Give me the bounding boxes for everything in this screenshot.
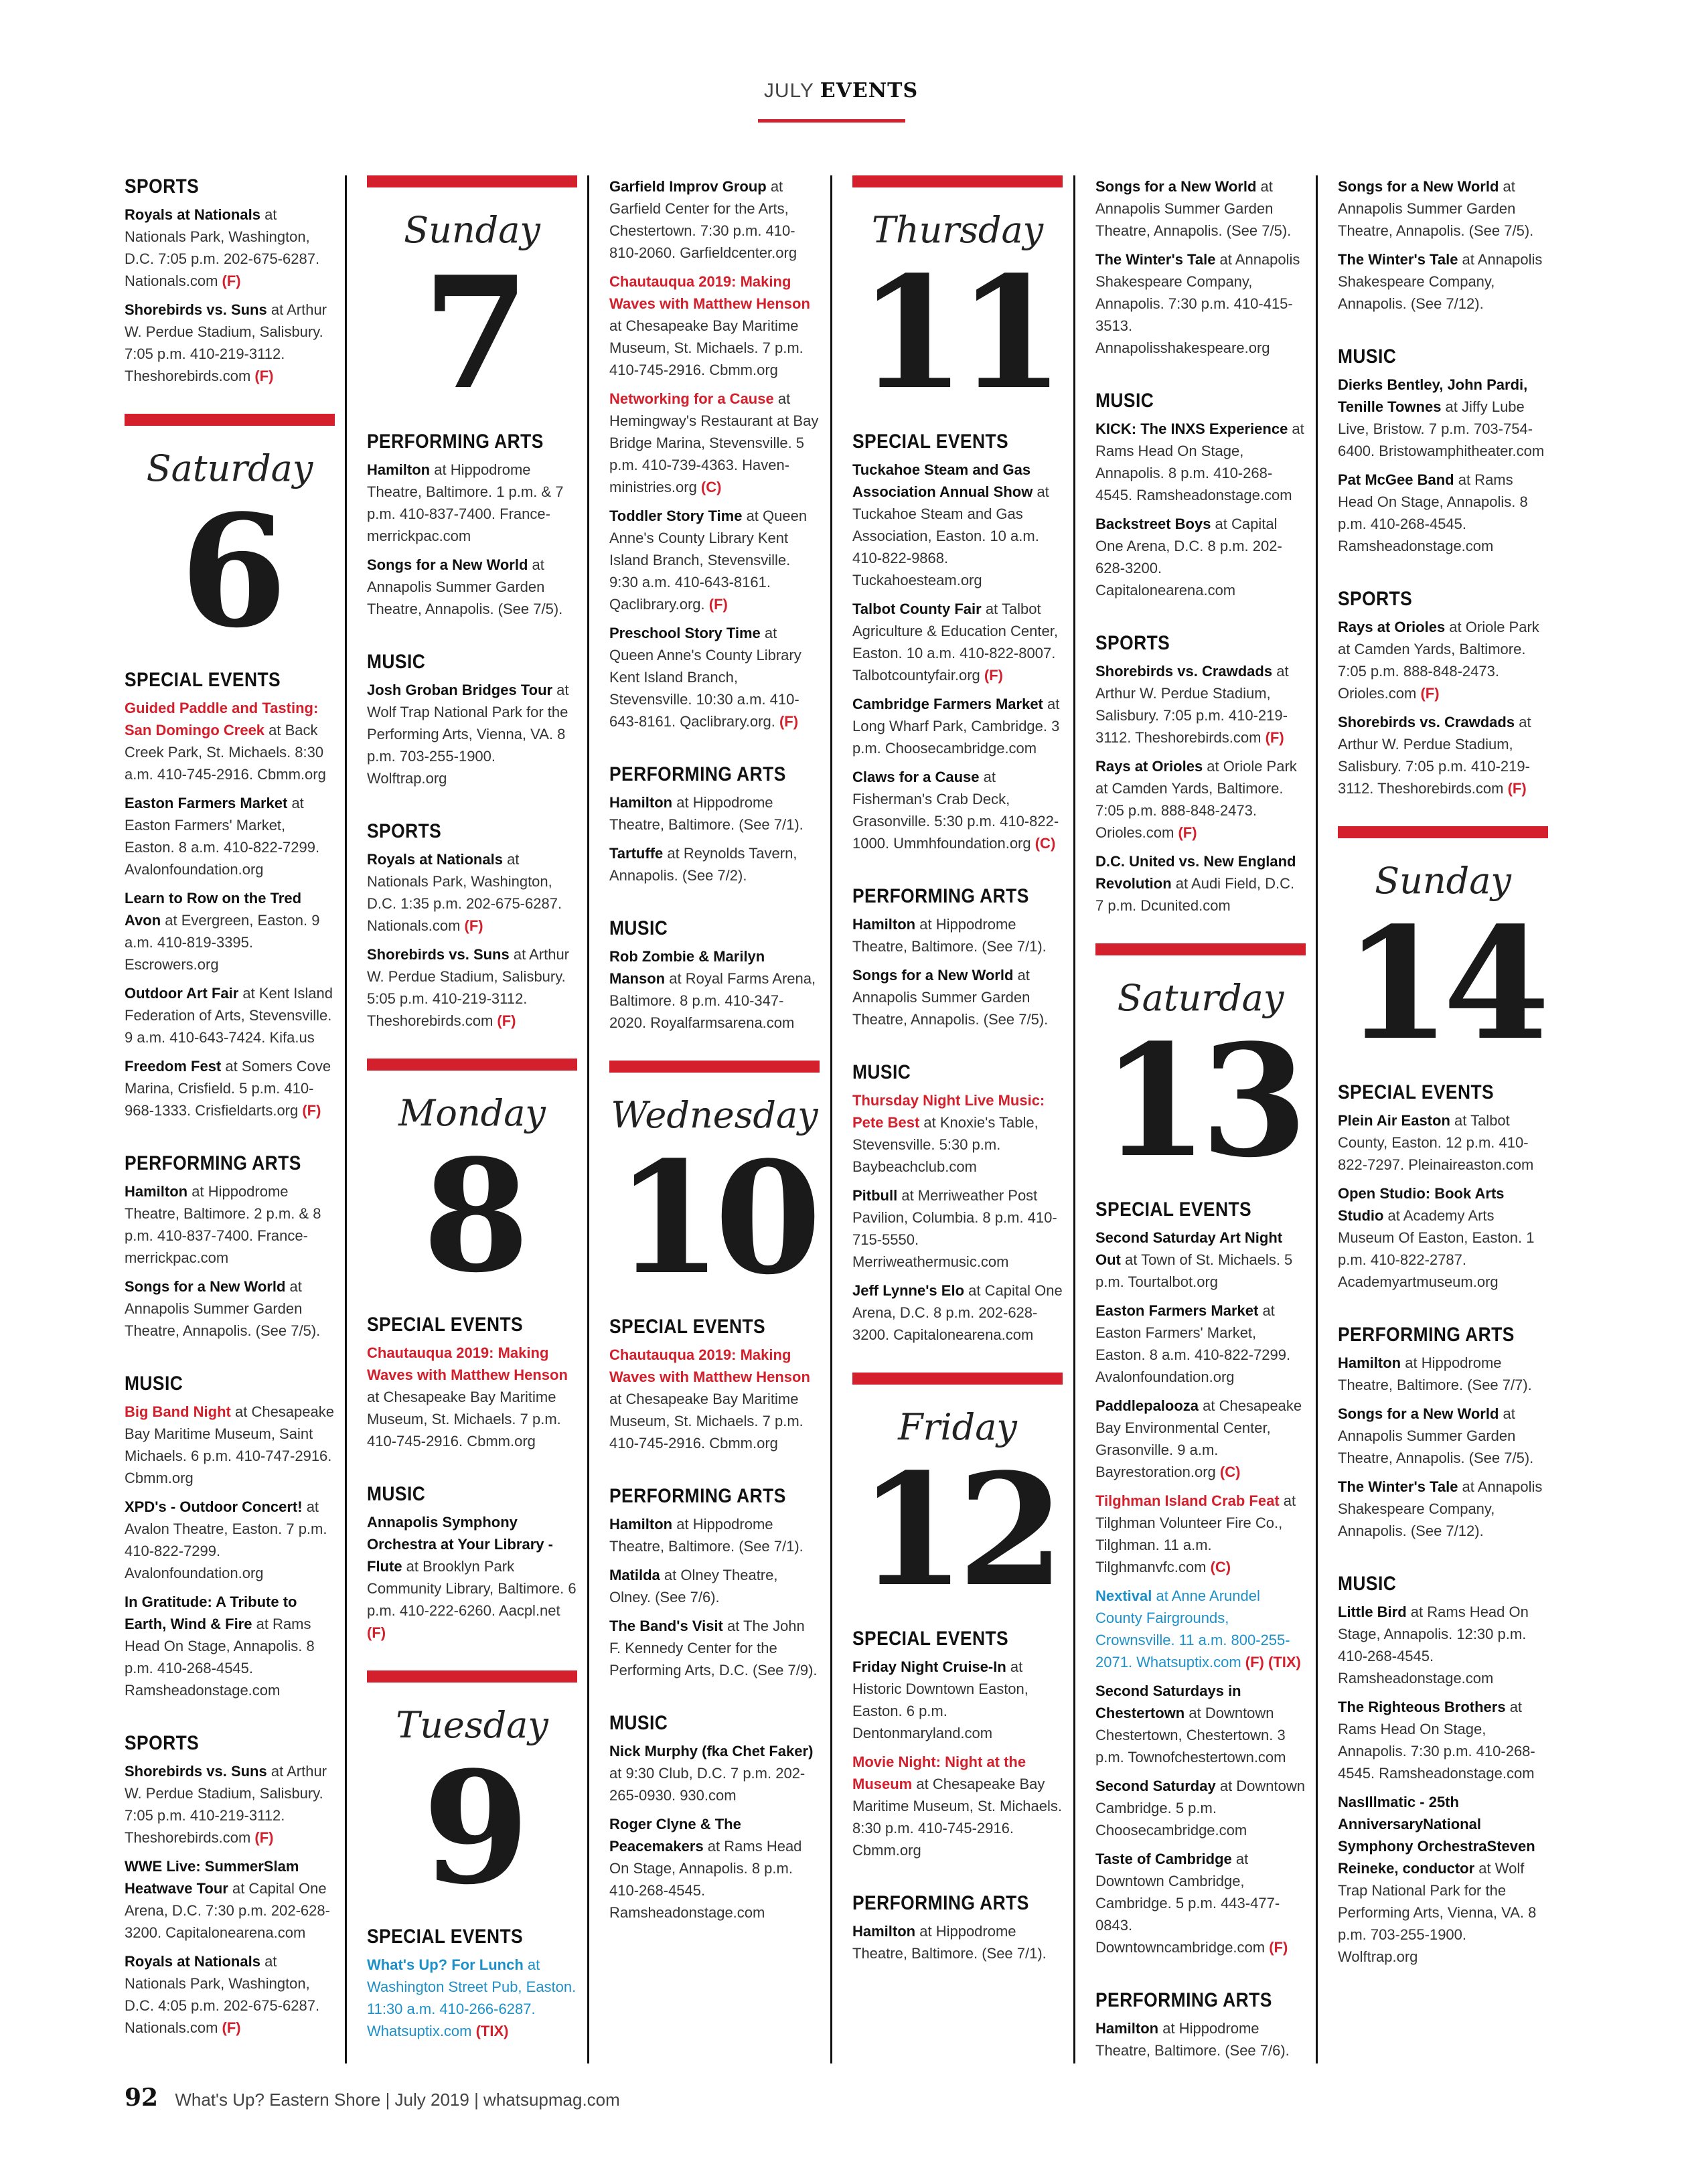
day-rule (1338, 826, 1548, 838)
column-divider (1316, 175, 1318, 2063)
event-item: The Winter's Tale at Annapolis Shakespeare Company, Annapolis. (See 7/12). (1338, 251, 1543, 312)
day-number: 8 (422, 1126, 522, 1307)
day-rule (367, 175, 577, 187)
day-name: Friday (898, 1406, 1017, 1448)
event-item: Freedom Fest at Somers Cove Marina, Crisfield. 5 p.m. 410-968-1333. Crisfieldarts.org (F) (125, 1058, 331, 1119)
event-item: Songs for a New World at Annapolis Summer Garden Theatre, Annapolis. (See 7/5). (1338, 1405, 1534, 1466)
day-name: Sunday (404, 209, 540, 251)
category-heading: PERFORMING ARTS (367, 431, 544, 453)
event-item: XPD's - Outdoor Concert! at Avalon Theatre, Easton. 7 p.m. 410-822-7299. Avalonfoundation.org (125, 1498, 327, 1581)
event-item: Josh Groban Bridges Tour at Wolf Trap National Park for the Performing Arts, Vienna, VA. 8 p.m. 703-255-1900. Wolftrap.org (367, 682, 569, 787)
day-number: 14 (1343, 894, 1543, 1075)
category-heading: SPORTS (1338, 588, 1413, 610)
day-name: Wednesday (611, 1094, 818, 1136)
event-item: Jeff Lynne's Elo at Capital One Arena, D.C. 8 p.m. 202-628-3200. Capitalonearena.com (852, 1282, 1063, 1343)
event-item: Hamilton at Hippodrome Theatre, Baltimore. 1 p.m. & 7 p.m. 410-837-7400. France-merrickpac.com (367, 461, 564, 544)
event-item: Hamilton at Hippodrome Theatre, Baltimore. (See 7/1). (852, 916, 1047, 955)
event-item: Songs for a New World at Annapolis Summer Garden Theatre, Annapolis. (See 7/5). (1338, 178, 1534, 239)
event-item: Preschool Story Time at Queen Anne's County Library Kent Island Branch, Stevensville. 10:30 a.m. 410-643-8161. Qaclibrary.org. (F) (609, 625, 801, 730)
category-heading: SPECIAL EVENTS (609, 1316, 766, 1338)
event-item: Hamilton at Hippodrome Theatre, Baltimore. (See 7/1). (609, 1516, 804, 1555)
day-name: Saturday (1117, 977, 1284, 1019)
event-item: Tartuffe at Reynolds Tavern, Annapolis. (See 7/2). (609, 845, 797, 884)
event-item: Rays at Orioles at Oriole Park at Camden Yards, Baltimore. 7:05 p.m. 888-848-2473. Orioles.com (F) (1338, 619, 1539, 702)
day-name: Tuesday (396, 1704, 548, 1746)
event-item: Tuckahoe Steam and Gas Association Annual Show at Tuckahoe Steam and Gas Association, Easton. 10 a.m. 410-822-9868. Tuckahoesteam.org (852, 461, 1049, 589)
event-item: Claws for a Cause at Fisherman's Crab Deck, Grasonville. 5:30 p.m. 410-822-1000. Ummhfoundation.org (C) (852, 769, 1059, 852)
event-item: Annapolis Symphony Orchestra at Your Library - Flute at Brooklyn Park Community Library, Baltimore. 6 p.m. 410-222-6260. Aacpl.net (F) (367, 1514, 577, 1641)
day-block-10 (609, 1061, 820, 1309)
day-block-9 (367, 1670, 577, 1919)
day-block-8 (367, 1059, 577, 1307)
event-item: Taste of Cambridge at Downtown Cambridge, Cambridge. 5 p.m. 443-477-0843. Downtowncambridge.com (F) (1095, 1851, 1288, 1956)
event-item: KICK: The INXS Experience at Rams Head On Stage, Annapolis. 8 p.m. 410-268-4545. Ramsheadonstage.com (1095, 420, 1304, 503)
event-item: Shorebirds vs. Crawdads at Arthur W. Perdue Stadium, Salisbury. 7:05 p.m. 410-219-3112. Theshorebirds.com (F) (1095, 663, 1289, 746)
event-item: Chautauqua 2019: Making Waves with Matthew Henson at Chesapeake Bay Maritime Museum, St. Michaels. 7 p.m. 410-745-2916. Cbmm.org (609, 1346, 810, 1452)
day-name: Sunday (1375, 860, 1511, 902)
event-item: Royals at Nationals at Nationals Park, Washington, D.C. 7:05 p.m. 202-675-6287. Nationals.com (F) (125, 206, 320, 289)
day-number: 6 (179, 481, 280, 662)
event-item: Plein Air Easton at Talbot County, Easton. 12 p.m. 410-822-7297. Pleinaireaston.com (1338, 1112, 1534, 1173)
category-heading: MUSIC (125, 1373, 183, 1395)
category-heading: PERFORMING ARTS (852, 1892, 1029, 1914)
event-item: Easton Farmers Market at Easton Farmers' Market, Easton. 8 a.m. 410-822-7299. Avalonfoundation.org (1095, 1302, 1291, 1385)
day-rule (609, 1061, 820, 1073)
day-name: Thursday (871, 209, 1044, 251)
category-heading: SPECIAL EVENTS (367, 1314, 524, 1336)
column-6 (1338, 175, 1548, 1974)
event-item: Roger Clyne & The Peacemakers at Rams Head On Stage, Annapolis. 8 p.m. 410-268-4545. Ramsheadonstage.com (609, 1816, 802, 1921)
category-heading: SPECIAL EVENTS (1338, 1081, 1495, 1103)
event-item: Movie Night: Night at the Museum at Chesapeake Bay Maritime Museum, St. Michaels. 8:30 p.m. 410-745-2916. Cbmm.org (852, 1753, 1062, 1859)
event-item: In Gratitude: A Tribute to Earth, Wind & Fire at Rams Head On Stage, Annapolis. 8 p.m. 410-268-4545. Ramsheadonstage.com (125, 1593, 315, 1699)
event-item: Shorebirds vs. Suns at Arthur W. Perdue Stadium, Salisbury. 7:05 p.m. 410-219-3112. Theshorebirds.com (F) (125, 301, 327, 384)
event-item: Tilghman Island Crab Feat at Tilghman Volunteer Fire Co., Tilghman. 11 a.m. Tilghmanvfc.com (C) (1095, 1492, 1296, 1575)
category-heading: MUSIC (1338, 345, 1397, 368)
event-item: The Righteous Brothers at Rams Head On Stage, Annapolis. 7:30 p.m. 410-268-4545. Ramsheadonstage.com (1338, 1699, 1535, 1782)
category-heading: PERFORMING ARTS (852, 885, 1029, 907)
day-block-12 (852, 1373, 1063, 1621)
category-heading: MUSIC (367, 1483, 426, 1505)
event-item: Backstreet Boys at Capital One Arena, D.C. 8 p.m. 202-628-3200. Capitalonearena.com (1095, 516, 1282, 599)
day-rule (125, 414, 335, 426)
category-heading: SPECIAL EVENTS (125, 669, 281, 691)
category-heading: PERFORMING ARTS (1095, 1989, 1272, 2011)
event-item: Royals at Nationals at Nationals Park, Washington, D.C. 1:35 p.m. 202-675-6287. Nationals.com (F) (367, 851, 562, 934)
event-item: Matilda at Olney Theatre, Olney. (See 7/6). (609, 1567, 778, 1606)
day-number: 9 (422, 1738, 522, 1919)
event-item: Guided Paddle and Tasting: San Domingo Creek at Back Creek Park, St. Michaels. 8:30 a.m. 410-745-2916. Cbmm.org (125, 700, 326, 783)
column-3 (609, 175, 820, 1930)
day-block-13 (1095, 943, 1306, 1192)
event-item: Royals at Nationals at Nationals Park, Washington, D.C. 4:05 p.m. 202-675-6287. Nationals.com (F) (125, 1953, 320, 2036)
header-month: JULY (763, 80, 814, 102)
event-item: The Winter's Tale at Annapolis Shakespeare Company, Annapolis. 7:30 p.m. 410-415-3513. Annapolisshakespeare.org (1095, 251, 1300, 356)
day-block-11 (852, 175, 1063, 424)
event-item: Networking for a Cause at Hemingway's Restaurant at Bay Bridge Marina, Stevensville. 5 p.m. 410-739-4363. Haven-ministries.org (C) (609, 390, 819, 495)
day-block-7 (367, 175, 577, 424)
category-heading: SPORTS (1095, 632, 1170, 654)
event-item: Shorebirds vs. Suns at Arthur W. Perdue Stadium, Salisbury. 5:05 p.m. 410-219-3112. Theshorebirds.com (F) (367, 946, 570, 1029)
event-item: Songs for a New World at Annapolis Summer Garden Theatre, Annapolis. (See 7/5). (125, 1278, 321, 1339)
event-item: Rays at Orioles at Oriole Park at Camden Yards, Baltimore. 7:05 p.m. 888-848-2473. Orioles.com (F) (1095, 758, 1297, 841)
header-rule (758, 119, 905, 123)
day-number: 7 (422, 243, 522, 424)
column-divider (1073, 175, 1075, 2063)
event-item: Chautauqua 2019: Making Waves with Matthew Henson at Chesapeake Bay Maritime Museum, St. Michaels. 7 p.m. 410-745-2916. Cbmm.org (367, 1344, 568, 1450)
event-item: Songs for a New World at Annapolis Summer Garden Theatre, Annapolis. (See 7/5). (367, 556, 563, 617)
day-number: 13 (1101, 1011, 1300, 1192)
event-item: Pat McGee Band at Rams Head On Stage, Annapolis. 8 p.m. 410-268-4545. Ramsheadonstage.com (1338, 471, 1528, 554)
column-2 (367, 175, 577, 2049)
category-heading: MUSIC (609, 1712, 668, 1734)
event-item: Second Saturday Art Night Out at Town of St. Michaels. 5 p.m. Tourtalbot.org (1095, 1229, 1293, 1290)
event-item: Easton Farmers Market at Easton Farmers' Market, Easton. 8 a.m. 410-822-7299. Avalonfoundation.org (125, 795, 320, 878)
day-rule (852, 175, 1063, 187)
event-item: Thursday Night Live Music: Pete Best at Knoxie's Table, Stevensville. 5:30 p.m. Baybeachclub.com (852, 1092, 1045, 1175)
day-name: Monday (398, 1092, 546, 1134)
event-item: Hamilton at Hippodrome Theatre, Baltimore. 2 p.m. & 8 p.m. 410-837-7400. France-merrickpac.com (125, 1183, 321, 1266)
day-rule (367, 1059, 577, 1071)
category-heading: SPECIAL EVENTS (852, 1628, 1009, 1650)
event-item: Pitbull at Merriweather Post Pavilion, Columbia. 8 p.m. 410-715-5550. Merriweathermusic.com (852, 1187, 1057, 1270)
column-divider (587, 175, 589, 2063)
event-item: Friday Night Cruise-In at Historic Downtown Easton, Easton. 6 p.m. Dentonmaryland.com (852, 1658, 1028, 1741)
category-heading: MUSIC (367, 651, 426, 673)
event-item: Learn to Row on the Tred Avon at Evergreen, Easton. 9 a.m. 410-819-3395. Escrowers.org (125, 890, 320, 973)
column-5 (1095, 175, 1306, 2068)
event-item: Second Saturdays in Chestertown at Downtown Chestertown, Chestertown. 3 p.m. Townofchestertown.com (1095, 1683, 1286, 1766)
event-item: Rob Zombie & Marilyn Manson at Royal Farms Arena, Baltimore. 8 p.m. 410-347-2020. Royalfarmsarena.com (609, 948, 816, 1031)
event-item: Big Band Night at Chesapeake Bay Maritime Museum, Saint Michaels. 6 p.m. 410-747-2916. Cbmm.org (125, 1403, 334, 1486)
event-item: Shorebirds vs. Crawdads at Arthur W. Perdue Stadium, Salisbury. 7:05 p.m. 410-219-3112. Theshorebirds.com (F) (1338, 714, 1531, 797)
category-heading: SPECIAL EVENTS (1095, 1198, 1252, 1221)
event-item: Toddler Story Time at Queen Anne's County Library Kent Island Branch, Stevensville. 9:30 a.m. 410-643-8161. Qaclibrary.org. (F) (609, 508, 808, 613)
event-item: Little Bird at Rams Head On Stage, Annapolis. 12:30 p.m. 410-268-4545. Ramsheadonstage.com (1338, 1604, 1529, 1687)
category-heading: MUSIC (852, 1061, 911, 1083)
event-item: The Winter's Tale at Annapolis Shakespeare Company, Annapolis. (See 7/12). (1338, 1478, 1543, 1539)
event-item: Hamilton at Hippodrome Theatre, Baltimore. (See 7/1). (852, 1923, 1047, 1962)
category-heading: PERFORMING ARTS (609, 763, 786, 785)
event-item: Outdoor Art Fair at Kent Island Federation of Arts, Stevensville. 9 a.m. 410-643-7424. Kifa.us (125, 985, 333, 1046)
page-header (0, 79, 1682, 102)
category-heading: MUSIC (609, 917, 668, 939)
day-number: 12 (858, 1440, 1057, 1621)
event-item: Open Studio: Book Arts Studio at Academy Arts Museum Of Easton, Easton. 1 p.m. 410-822-2787. Academyartmuseum.org (1338, 1185, 1535, 1290)
event-item: NasIllmatic - 25th AnniversaryNational Symphony OrchestraSteven Reineke, conductor at Wolf Trap National Park for the Performing Arts, Vienna, VA. 8 p.m. 703-255-1900. Wolftrap.org (1338, 1794, 1537, 1965)
event-item: D.C. United vs. New England Revolution at Audi Field, D.C. 7 p.m. Dcunited.com (1095, 853, 1296, 914)
event-item: WWE Live: SummerSlam Heatwave Tour at Capital One Arena, D.C. 7:30 p.m. 202-628-3200. Capitalonearena.com (125, 1858, 330, 1941)
category-heading: MUSIC (1338, 1573, 1397, 1595)
column-divider (345, 175, 347, 2063)
category-heading: SPORTS (125, 1732, 200, 1754)
column-4 (852, 175, 1063, 1971)
category-heading: SPORTS (367, 820, 442, 842)
event-item: Nick Murphy (fka Chet Faker) at 9:30 Club, D.C. 7 p.m. 202-265-0930. 930.com (609, 1743, 814, 1804)
event-item: Hamilton at Hippodrome Theatre, Baltimore. (See 7/6). (1095, 2020, 1290, 2059)
event-item: Hamilton at Hippodrome Theatre, Baltimore. (See 7/7). (1338, 1354, 1532, 1393)
event-item: Talbot County Fair at Talbot Agriculture & Education Center, Easton. 10 a.m. 410-822-8007. Talbotcountyfair.org (F) (852, 601, 1058, 684)
column-1 (125, 175, 335, 2045)
day-rule (852, 1373, 1063, 1385)
day-block-6 (125, 414, 335, 662)
event-item: Hamilton at Hippodrome Theatre, Baltimore. (See 7/1). (609, 794, 804, 833)
event-item: Dierks Bentley, John Pardi, Tenille Townes at Jiffy Lube Live, Bristow. 7 p.m. 703-754-6400. Bristowamphitheater.com (1338, 376, 1545, 459)
column-divider (830, 175, 832, 2063)
event-item: Nextival at Anne Arundel County Fairgrounds, Crownsville. 11 a.m. 800-255-2071. Whatsuptix.com (F) (TIX) (1095, 1587, 1301, 1670)
category-heading: MUSIC (1095, 390, 1154, 412)
category-heading: SPECIAL EVENTS (367, 1926, 524, 1948)
day-number: 10 (615, 1128, 814, 1309)
page-footer (125, 2084, 620, 2112)
category-heading: SPECIAL EVENTS (852, 431, 1009, 453)
category-heading: PERFORMING ARTS (125, 1152, 301, 1174)
category-heading: PERFORMING ARTS (1338, 1324, 1515, 1346)
event-item: Cambridge Farmers Market at Long Wharf Park, Cambridge. 3 p.m. Choosecambridge.com (852, 696, 1060, 757)
day-name: Saturday (146, 447, 313, 489)
day-rule (1095, 943, 1306, 955)
footer-text: What's Up? Eastern Shore | July 2019 | whatsupmag.com (175, 2090, 620, 2110)
event-item: What's Up? For Lunch at Washington Street Pub, Easton. 11:30 a.m. 410-266-6287. Whatsuptix.com (TIX) (367, 1956, 577, 2039)
header-section: EVENTS (820, 79, 919, 102)
event-item: Shorebirds vs. Suns at Arthur W. Perdue Stadium, Salisbury. 7:05 p.m. 410-219-3112. Theshorebirds.com (F) (125, 1763, 327, 1846)
day-number: 11 (858, 243, 1057, 424)
day-block-14 (1338, 826, 1548, 1075)
page-number: 92 (125, 2084, 159, 2112)
event-item: Songs for a New World at Annapolis Summer Garden Theatre, Annapolis. (See 7/5). (1095, 178, 1292, 239)
event-item: Paddlepalooza at Chesapeake Bay Environmental Center, Grasonville. 9 a.m. Bayrestoration.org (C) (1095, 1397, 1302, 1480)
category-heading: SPORTS (125, 175, 200, 198)
event-item: Songs for a New World at Annapolis Summer Garden Theatre, Annapolis. (See 7/5). (852, 967, 1049, 1028)
day-rule (367, 1670, 577, 1683)
event-item: The Band's Visit at The John F. Kennedy Center for the Performing Arts, D.C. (See 7/9). (609, 1618, 818, 1679)
event-item: Garfield Improv Group at Garfield Center for the Arts, Chestertown. 7:30 p.m. 410-810-2060. Garfieldcenter.org (609, 178, 797, 261)
category-heading: PERFORMING ARTS (609, 1485, 786, 1507)
event-item: Second Saturday at Downtown Cambridge. 5 p.m. Choosecambridge.com (1095, 1778, 1306, 1839)
event-item: Chautauqua 2019: Making Waves with Matthew Henson at Chesapeake Bay Maritime Museum, St. Michaels. 7 p.m. 410-745-2916. Cbmm.org (609, 273, 810, 378)
